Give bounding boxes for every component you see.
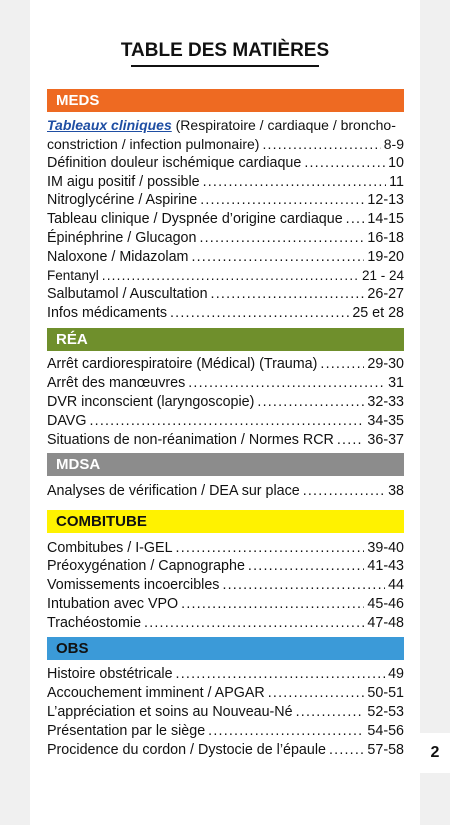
toc-entry-label: Combitubes / I-GEL (47, 540, 173, 556)
toc-entry[interactable] (47, 355, 404, 374)
toc-entry[interactable] (47, 684, 404, 703)
leader-dots (181, 595, 364, 614)
section-header-obs: OBS (47, 637, 404, 660)
toc-entry-label: Tableau clinique / Dyspnée d’origine cardiaque (47, 211, 343, 227)
toc-entry-label: Vomissements incoercibles (47, 577, 220, 593)
toc-entry-label: Épinéphrine / Glucagon (47, 230, 197, 246)
leader-dots (102, 266, 359, 285)
toc-entry[interactable] (47, 266, 404, 285)
toc-entry[interactable] (47, 285, 404, 304)
toc-entry-label: Intubation avec VPO (47, 596, 179, 612)
toc-entry-label: DAVG (47, 413, 87, 429)
toc-entry-pages: 14-15 (367, 211, 404, 227)
toc-entry-pages: 57-58 (367, 742, 404, 758)
toc-entry-label: Procidence du cordon / Dystocie de l’épaule (47, 742, 326, 758)
leader-dots (211, 285, 365, 304)
toc-entry-pages: 8-9 (383, 136, 404, 152)
leader-dots (89, 412, 364, 431)
leader-dots (222, 576, 385, 595)
toc-entry-pages: 16-18 (367, 230, 404, 246)
leader-dots (208, 722, 364, 741)
toc-entry-pages: 39-40 (367, 540, 404, 556)
toc-entry[interactable] (47, 173, 404, 192)
toc-entry[interactable] (47, 431, 404, 450)
toc-entry-text: constriction / infection pulmonaire) (47, 136, 260, 152)
toc-entry-pages: 25 et 28 (352, 305, 404, 321)
section-header-rea: RÉA (47, 328, 404, 351)
tableaux-cliniques-link[interactable]: Tableaux cliniques (47, 117, 172, 133)
toc-entry-label: Analyses de vérification / DEA sur place (47, 483, 300, 499)
leader-dots (346, 210, 365, 229)
toc-entry[interactable] (47, 482, 404, 501)
toc-entry-pages: 10 (388, 155, 404, 171)
toc-entry[interactable] (47, 557, 404, 576)
leader-dots (200, 191, 364, 210)
leader-dots (170, 304, 349, 323)
toc-entry[interactable] (47, 210, 404, 229)
toc-entry[interactable] (47, 412, 404, 431)
toc-entry-pages: 38 (388, 483, 404, 499)
toc-entry-pages: 41-43 (367, 558, 404, 574)
section-header-combitube: COMBITUBE (47, 510, 404, 533)
leader-dots (303, 482, 385, 501)
leader-dots (296, 703, 365, 722)
toc-entry-label: Définition douleur ischémique cardiaque (47, 155, 302, 171)
toc-entry-label: Présentation par le siège (47, 723, 206, 739)
toc-entry[interactable] (47, 154, 404, 173)
section-header-meds: MEDS (47, 89, 404, 112)
toc-entry[interactable] (47, 539, 404, 558)
toc-entry-pages: 47-48 (367, 615, 404, 631)
toc-entry[interactable] (47, 393, 404, 412)
toc-entry[interactable] (47, 576, 404, 595)
toc-entry-pages: 54-56 (367, 723, 404, 739)
toc-entry-label: Infos médicaments (47, 305, 167, 321)
leader-dots (262, 135, 380, 154)
toc-entry[interactable] (47, 248, 404, 267)
leader-dots (320, 355, 364, 374)
leader-dots (203, 173, 387, 192)
toc-entry-pages: 29-30 (367, 356, 404, 372)
toc-entry[interactable] (47, 229, 404, 248)
toc-entry-tableaux-cliniques (47, 116, 404, 154)
toc-entry-pages: 32-33 (367, 394, 404, 410)
toc-entry-label: Nitroglycérine / Aspirine (47, 192, 198, 208)
toc-entry-label: Fentanyl (47, 268, 99, 283)
toc-entry-label: Situations de non-réanimation / Normes RCR (47, 432, 334, 448)
leader-dots (191, 248, 364, 267)
leader-dots (144, 614, 364, 633)
toc-entry-pages: 34-35 (367, 413, 404, 429)
toc-entry-pages: 19-20 (367, 249, 404, 265)
toc-entry-pages: 49 (388, 666, 404, 682)
toc-entry-pages: 21 - 24 (361, 268, 404, 283)
toc-entry-label: Accouchement imminent / APGAR (47, 685, 265, 701)
toc-entry-label: Arrêt cardiorespiratoire (Médical) (Trauma) (47, 356, 318, 372)
toc-entry-label: Préoxygénation / Capnographe (47, 558, 245, 574)
toc-entry-label: IM aigu positif / possible (47, 174, 200, 190)
title-underline (131, 65, 319, 67)
leader-dots (176, 665, 386, 684)
toc-entry[interactable] (47, 304, 404, 323)
toc-entry[interactable] (47, 191, 404, 210)
toc-entry-pages: 26-27 (367, 286, 404, 302)
toc-entry-label: Salbutamol / Auscultation (47, 286, 208, 302)
toc-entry-label: L’appréciation et soins au Nouveau-Né (47, 704, 293, 720)
toc-entry-pages: 36-37 (367, 432, 404, 448)
leader-dots (257, 393, 364, 412)
toc-entry[interactable] (47, 374, 404, 393)
toc-entry-label: Naloxone / Midazolam (47, 249, 189, 265)
page-number-tab: 2 (420, 733, 450, 773)
leader-dots (268, 684, 365, 703)
toc-entry[interactable] (47, 595, 404, 614)
leader-dots (304, 154, 385, 173)
toc-entry-label: Arrêt des manœuvres (47, 375, 186, 391)
toc-entry-label: Histoire obstétricale (47, 666, 173, 682)
toc-entry-pages: 50-51 (367, 685, 404, 701)
toc-entry[interactable] (47, 703, 404, 722)
toc-entry-pages: 31 (388, 375, 404, 391)
toc-entry-label: Trachéostomie (47, 615, 142, 631)
page-title: TABLE DES MATIÈRES (120, 40, 330, 61)
leader-dots (329, 741, 364, 760)
toc-entry-pages: 44 (388, 577, 404, 593)
toc-entry[interactable] (47, 614, 404, 633)
leader-dots (248, 557, 365, 576)
leader-dots (188, 374, 385, 393)
toc-entry[interactable] (47, 741, 404, 760)
toc-entry-label: DVR inconscient (laryngoscopie) (47, 394, 255, 410)
leader-dots (337, 431, 365, 450)
toc-entry-pages: 11 (389, 174, 404, 190)
toc-entry-pages: 52-53 (367, 704, 404, 720)
leader-dots (176, 539, 365, 558)
toc-entry-text: (Respiratoire / cardiaque / broncho- (171, 117, 396, 133)
toc-entry-pages: 45-46 (367, 596, 404, 612)
section-header-mdsa: MDSA (47, 453, 404, 476)
toc-entry[interactable] (47, 722, 404, 741)
toc-page (30, 0, 420, 825)
toc-entry[interactable] (47, 665, 404, 684)
toc-entry-pages: 12-13 (367, 192, 404, 208)
leader-dots (199, 229, 364, 248)
